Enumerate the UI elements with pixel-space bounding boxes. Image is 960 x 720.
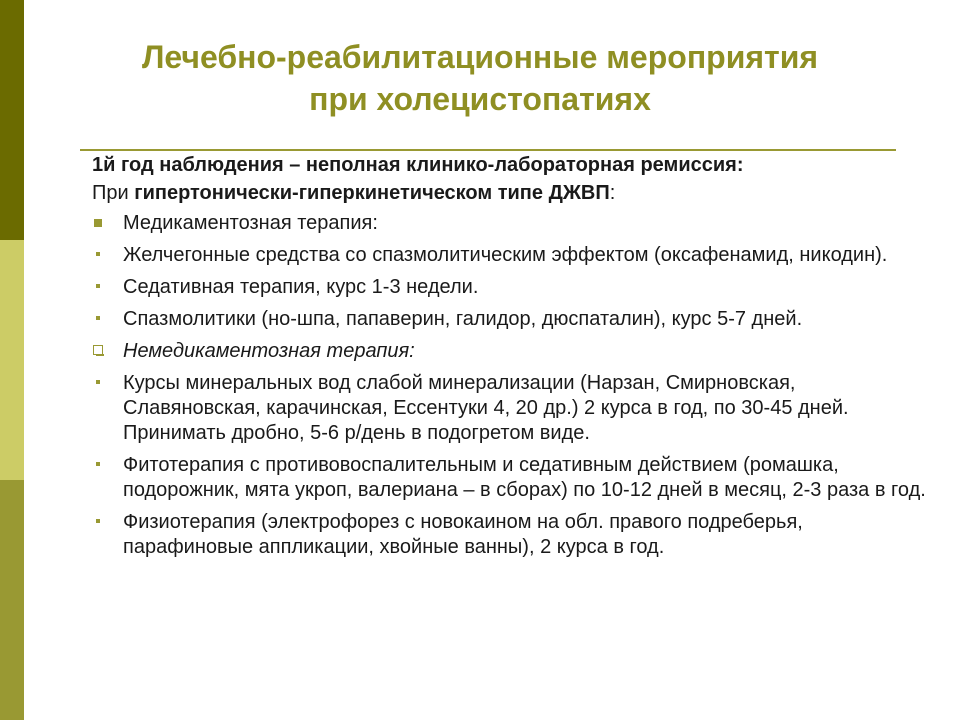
- dot-bullet-icon: [92, 453, 114, 478]
- list-item-antispasmodics: [92, 307, 932, 332]
- list-item-text: Спазмолитики (но-шпа, папаверин, галидор, дюспаталин), курс 5-7 дней.: [123, 308, 803, 330]
- list-item-text: Немедикаментозная терапия:: [123, 340, 415, 362]
- list-item-physiotherapy: [92, 510, 932, 560]
- list-item-choleretic: [92, 243, 932, 268]
- dot-bullet-icon: [92, 371, 114, 396]
- sidebar-stripe-middle: [0, 240, 24, 480]
- title-line-2: при холецистопатиях: [309, 81, 651, 117]
- list-item-medication-header: [92, 211, 932, 236]
- list-item-text: Физиотерапия (электрофорез с новокаином на обл. правого подреберья, парафиновые аппликации, хвойные ванны), 2 курса в год.: [123, 511, 803, 558]
- dot-bullet-icon: [92, 275, 114, 300]
- list-item-non-medication-header: [92, 339, 932, 364]
- hollow-square-bullet-icon: [92, 339, 114, 364]
- list-item-text: Фитотерапия с противовоспалительным и седативным действием (ромашка, подорожник, мята укроп, валериана – в сборах) по 10-12 дней в месяц, 2-3 раза в год.: [123, 454, 926, 501]
- list-item-text: Медикаментозная терапия:: [123, 212, 378, 234]
- title-line-1: Лечебно-реабилитационные мероприятия: [141, 39, 819, 75]
- slide-title: [30, 36, 930, 120]
- square-bullet-icon: [92, 211, 114, 236]
- observation-heading: 1й год наблюдения – неполная клинико-лабораторная ремиссия:: [92, 154, 744, 176]
- dot-bullet-icon: [92, 510, 114, 535]
- sidebar-stripe-top: [0, 0, 24, 240]
- dot-bullet-icon: [92, 243, 114, 268]
- type-heading: [92, 180, 932, 207]
- list-item-text: Желчегонные средства со спазмолитическим эффектом (оксафенамид, никодин).: [123, 244, 888, 266]
- dot-bullet-icon: [92, 307, 114, 332]
- list-item-text: Курсы минеральных вод слабой минерализации (Нарзан, Смирновская, Славяновская, карачинская, Ессентуки 4, 20 др.) 2 курса в год, по 30-45 дней. Принимать дробно, 5-6 р/день в подогретом виде.: [123, 372, 849, 444]
- sidebar-stripe-bottom: [0, 480, 24, 720]
- type-heading-prefix: При: [92, 182, 135, 204]
- type-heading-bold: гипертонически-гиперкинетическом типе ДЖВП: [134, 182, 610, 204]
- slide-content: [92, 152, 932, 560]
- list-item-mineral-water: [92, 371, 932, 446]
- list-item-text: Седативная терапия, курс 1-3 недели.: [123, 276, 479, 298]
- list-item-phytotherapy: [92, 453, 932, 503]
- title-divider: [80, 149, 896, 151]
- type-heading-suffix: :: [609, 182, 616, 204]
- list-item-sedative: [92, 275, 932, 300]
